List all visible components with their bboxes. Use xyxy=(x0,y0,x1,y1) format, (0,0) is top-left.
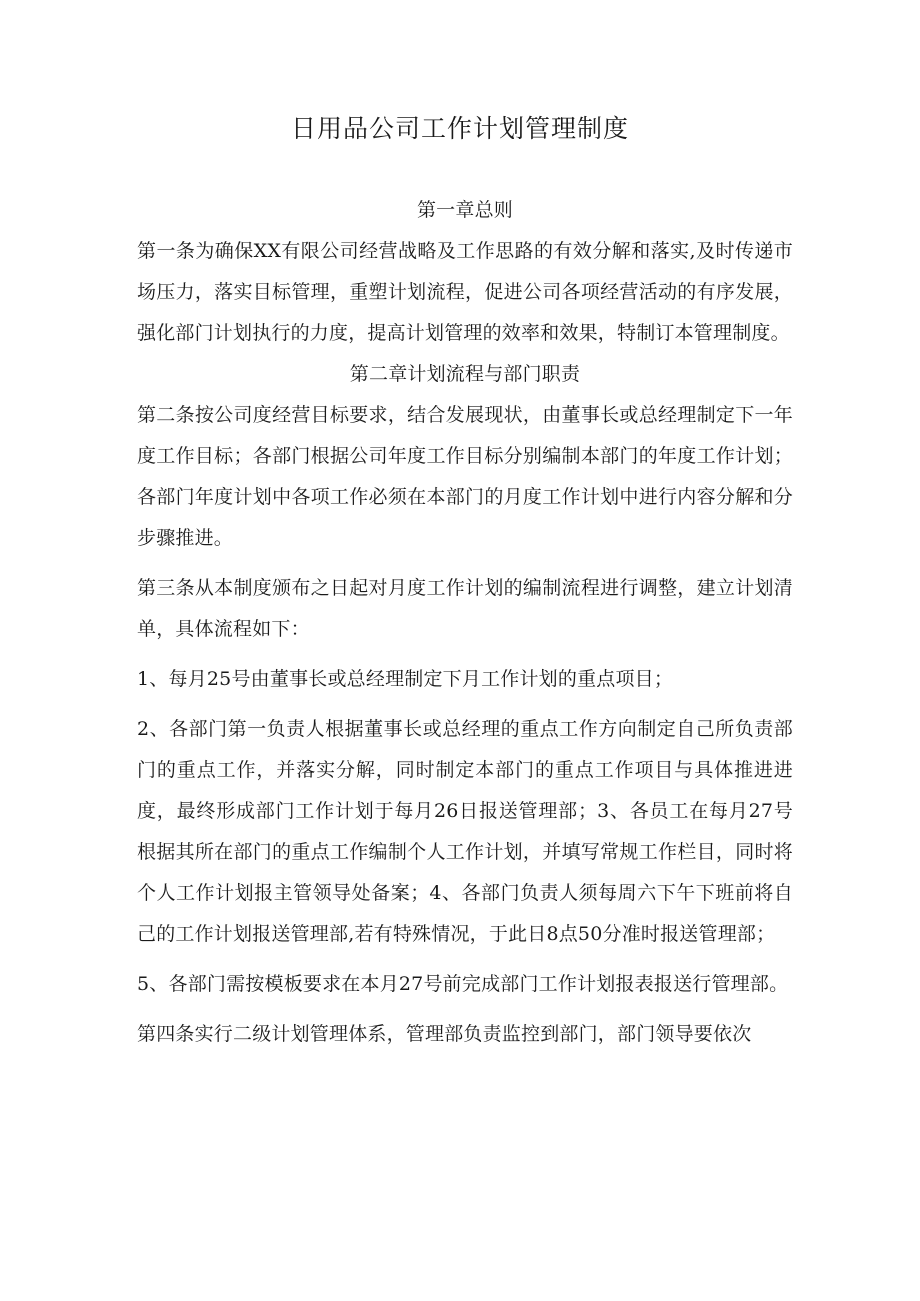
step-5: 5、各部门需按模板要求在本月27号前完成部门工作计划报表报送行管理部。 xyxy=(137,973,789,995)
step-2-4: 2、各部门第一负责人根据董事长或总经理的重点工作方向制定自己所负责部门的重点工作，并落实分解，同时制定本部门的重点工作项目与具体推进进度，最终形成部门工作计划于每月26日报送管理部；3、各员工在每月27号根据其所在部门的重点工作编制个人工作计划，并填写常规工作栏目，同时将个人工作计划报主管领导处备案；4、各部门负责人须每周六下午下班前将自己的工作计划报送管理部,若有特殊情况，于此日8点50分准时报送管理部； xyxy=(137,718,793,945)
chapter2-heading: 第二章计划流程与部门职责 xyxy=(349,363,581,385)
article-2: 第二条按公司度经营目标要求，结合发展现状，由董事长或总经理制定下一年度工作目标；各部门根据公司年度工作目标分别编制本部门的年度工作计划；各部门年度计划中各项工作必须在本部门的月度工作计划中进行内容分解和分步骤推进。 xyxy=(137,404,793,549)
document-title: 日用品公司工作计划管理制度 xyxy=(290,114,629,143)
chapter1-heading: 第一章总则 xyxy=(416,199,513,221)
article-4: 第四条实行二级计划管理体系，管理部负责监控到部门，部门领导要依次 xyxy=(137,1023,752,1045)
article-3: 第三条从本制度颁布之日起对月度工作计划的编制流程进行调整，建立计划清单，具体流程如下： xyxy=(137,577,793,640)
step-1: 1、每月25号由董事长或总经理制定下月工作计划的重点项目； xyxy=(137,668,674,690)
article-1: 第一条为确保XX有限公司经营战略及工作思路的有效分解和落实,及时传递市场压力，落实目标管理，重塑计划流程，促进公司各项经营活动的有序发展，强化部门计划执行的力度，提高计划管理的效率和效果，特制订本管理制度。 xyxy=(137,240,793,344)
document-body xyxy=(137,190,793,1055)
